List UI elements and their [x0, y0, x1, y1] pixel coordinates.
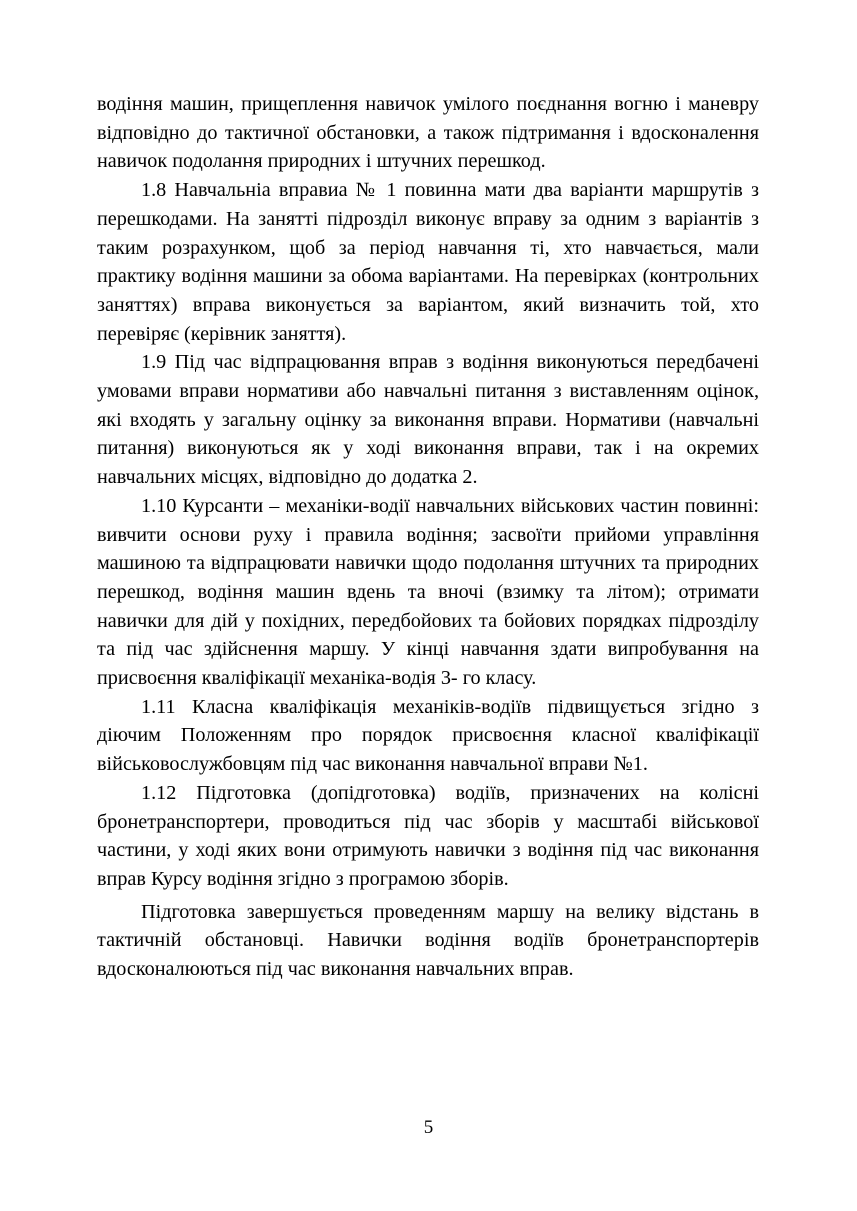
page-number: 5: [423, 1117, 434, 1138]
paragraph-1-10: 1.10 Курсанти – механіки-водії навчальних військових частин повинні: вивчити основи руху і правила водіння; засвоїти прийоми управління машиною та відпрацювати навички щодо подолання штучних та природних перешкод, водіння машин вдень та вночі (взимку та літом); отримати навички для дій у похідних, передбойових та бойових порядках підрозділу та під час здійснення маршу. У кінці навчання здати випробування на присвоєння кваліфікації механіка-водія 3- го класу.: [97, 494, 759, 690]
paragraph-continuation: водіння машин, прищеплення навичок умілого поєднання вогню і маневру відповідно до тактичної обстановки, а також підтримання і вдосконалення навичок подолання природних і штучних перешкод.: [97, 93, 759, 173]
paragraph-1-12: 1.12 Підготовка (допідготовка) водіїв, призначених на колісні бронетранспортери, проводиться під час зборів у масштабі військової частини, у ході яких вони отримують навички з водіння під час виконання вправ Курсу водіння згідно з програмою зборів.: [97, 781, 759, 890]
document-page: [97, 90, 759, 984]
paragraph-1-8: 1.8 Навчальніа вправиа № 1 повинна мати два варіанти маршрутів з перешкодами. На занятті підрозділ виконує вправу за одним з варіантів з таким розрахунком, щоб за період навчання ті, хто навчається, мали практику водіння машини за обома варіантами. На перевірках (контрольних заняттях) вправа виконується за варіантом, який визначить той, хто перевіряє (керівник заняття).: [97, 179, 759, 345]
paragraph-1-11: 1.11 Класна кваліфікація механіків-водіїв підвищується згідно з діючим Положенням про порядок присвоєння класної кваліфікації військовослужбовцям під час виконання навчальної вправи №1.: [97, 695, 759, 776]
paragraph-1-9: 1.9 Під час відпрацювання вправ з водіння виконуються передбачені умовами вправи нормативи або навчальні питання з виставленням оцінок, які входять у загальну оцінку за виконання вправи. Нормативи (навчальні питання) виконуються як у ході виконання вправи, так і на окремих навчальних місцях, відповідно до додатка 2.: [97, 351, 759, 489]
paragraph-conclusion: Підготовка завершується проведенням маршу на велику відстань в тактичній обстановці. Навички водіння водіїв бронетранспортерів вдосконалюються під час виконання навчальних вправ.: [97, 900, 759, 981]
